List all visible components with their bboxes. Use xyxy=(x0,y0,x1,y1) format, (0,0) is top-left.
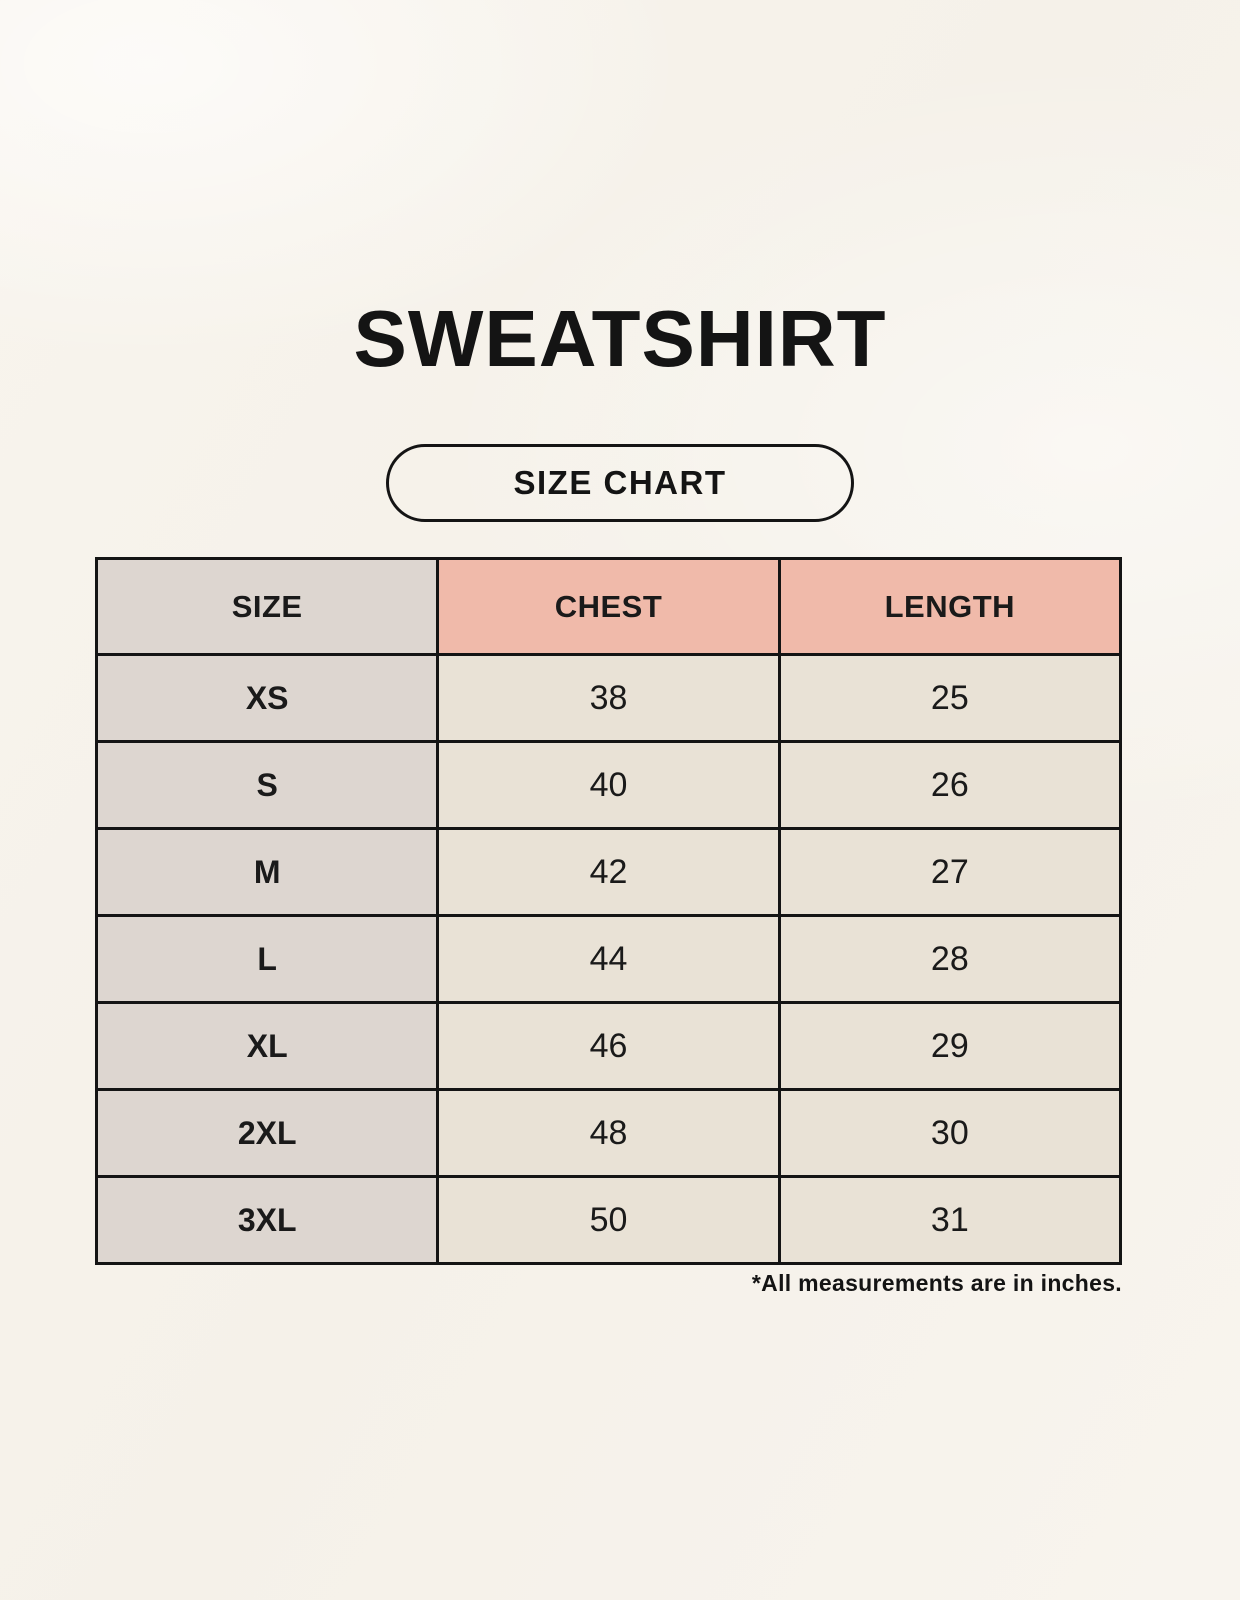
table-body xyxy=(97,655,1121,1264)
length-value: 26 xyxy=(779,742,1120,829)
page-title: SWEATSHIRT xyxy=(353,294,887,383)
table-row xyxy=(97,829,1121,916)
table-row xyxy=(97,1177,1121,1264)
table-header-row xyxy=(97,559,1121,655)
chest-value: 44 xyxy=(438,916,779,1003)
size-chart-badge-label: SIZE CHART xyxy=(513,464,727,501)
length-value: 29 xyxy=(779,1003,1120,1090)
row-label-xs: XS xyxy=(97,655,438,742)
length-value: 30 xyxy=(779,1090,1120,1177)
chest-value: 42 xyxy=(438,829,779,916)
chest-value: 40 xyxy=(438,742,779,829)
size-chart-table xyxy=(95,557,1122,1265)
header-cell-size: SIZE xyxy=(97,559,438,655)
row-label-s: S xyxy=(97,742,438,829)
header-cell-length: LENGTH xyxy=(779,559,1120,655)
chest-value: 48 xyxy=(438,1090,779,1177)
measurements-footnote: *All measurements are in inches. xyxy=(751,1270,1122,1296)
size-chart-badge xyxy=(386,444,854,522)
table-row xyxy=(97,655,1121,742)
length-value: 27 xyxy=(779,829,1120,916)
table-row xyxy=(97,916,1121,1003)
row-label-2xl: 2XL xyxy=(97,1090,438,1177)
table-row xyxy=(97,742,1121,829)
table-row xyxy=(97,1090,1121,1177)
header-cell-chest: CHEST xyxy=(438,559,779,655)
chest-value: 50 xyxy=(438,1177,779,1264)
table-header xyxy=(97,559,1121,655)
chest-value: 38 xyxy=(438,655,779,742)
table-row xyxy=(97,1003,1121,1090)
row-label-l: L xyxy=(97,916,438,1003)
row-label-3xl: 3XL xyxy=(97,1177,438,1264)
length-value: 28 xyxy=(779,916,1120,1003)
size-chart-table-container xyxy=(95,557,1122,1265)
row-label-xl: XL xyxy=(97,1003,438,1090)
length-value: 25 xyxy=(779,655,1120,742)
row-label-m: M xyxy=(97,829,438,916)
chest-value: 46 xyxy=(438,1003,779,1090)
length-value: 31 xyxy=(779,1177,1120,1264)
